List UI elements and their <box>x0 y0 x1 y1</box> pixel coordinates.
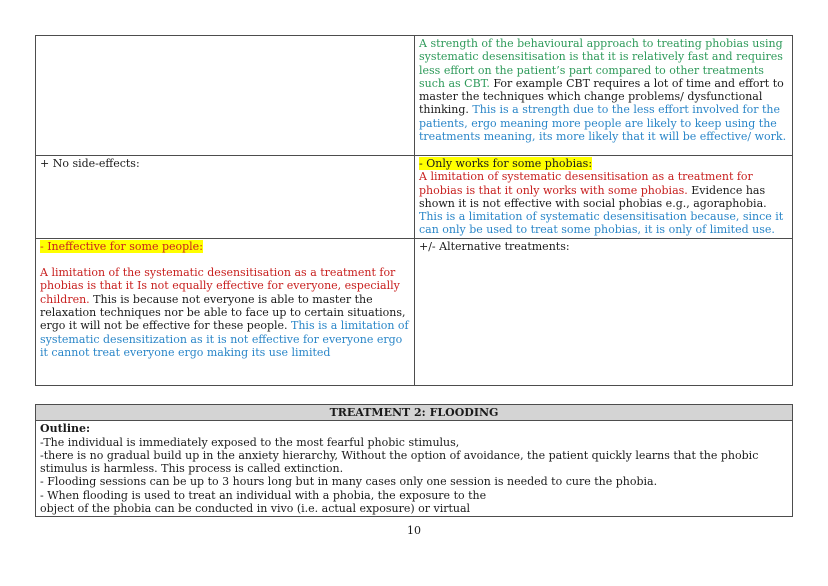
outline-line: -The individual is immediately exposed to the most fearful phobic stimulus, <box>40 435 460 449</box>
strength-evidence: For example CBT requires a lot of time and effort to master the techniques which change problems/ dysfunctional thinking. <box>419 76 784 117</box>
limited-phobias-evidence: Evidence has shown it is not effective with social phobias e.g., agoraphobia. <box>419 183 767 210</box>
limited-phobias-claim: A limitation of systematic desensitisation as a treatment for phobias is that it only works with some phobias. <box>419 170 753 197</box>
section-title: TREATMENT 2: FLOODING <box>36 405 793 421</box>
strength-explanation: This is a strength due to the less effort involved for the patients, ergo meaning more people are likely to keep using the treatments meaning, its more likely that it will be effective/ work. <box>419 103 787 144</box>
ineffective-claim: A limitation of the systematic desensitisation as a treatment for phobias is that it Is not equally effective for everyone, especially children. <box>40 266 400 306</box>
strength-cell <box>415 36 793 156</box>
empty-cell <box>36 36 415 156</box>
outline-line: - When flooding is used to treat an individual with a phobia, the exposure to the <box>40 488 487 502</box>
ineffective-explanation: This is a limitation of systematic desensitization as it is not effective for everyone ergo it cannot treat everyone ergo making its use limited <box>40 319 409 359</box>
ineffective-cell <box>36 238 415 385</box>
limited-phobias-heading: - Only works for some phobias: <box>419 157 593 170</box>
table-row <box>36 421 793 517</box>
ineffective-heading: - Ineffective for some people: <box>40 239 203 253</box>
flooding-table <box>35 404 793 517</box>
ineffective-evidence: This is because not everyone is able to master the relaxation techniques nor be able to face up to certain situations, ergo it will not be effective for these people. <box>40 292 406 333</box>
alternative-treatments-cell <box>415 238 793 385</box>
table-row <box>36 405 793 421</box>
no-side-effects-cell <box>36 156 415 239</box>
outline-cell <box>36 421 793 517</box>
strength-claim: A strength of the behavioural approach to treating phobias using systematic desensitisation is that it is relatively fast and requires less effort on the patient’s part compared to other treatments such as CBT. <box>419 37 783 90</box>
evaluation-table <box>35 35 793 386</box>
page-number: 10 <box>407 524 421 537</box>
limited-phobias-cell <box>415 156 793 239</box>
table-row <box>36 156 793 239</box>
table-row <box>36 238 793 385</box>
outline-line: - Flooding sessions can be up to 3 hours long but in many cases only one session is needed to cure the phobia. <box>40 475 658 489</box>
outline-line: object of the phobia can be conducted in vivo (i.e. actual exposure) or virtual <box>40 502 471 516</box>
table-row <box>36 36 793 156</box>
no-side-effects-heading: + No side-effects: <box>40 157 140 170</box>
limited-phobias-explanation: This is a limitation of systematic desensitisation because, since it can only be used to treat some phobias, it is only of limited use. <box>419 210 784 237</box>
outline-line: -there is no gradual build up in the anxiety hierarchy, Without the option of avoidance, the patient quickly learns that the phobic stimulus is harmless. This process is called extinction. <box>40 448 759 476</box>
alternative-treatments-heading: +/- Alternative treatments: <box>419 239 570 253</box>
outline-label: Outline: <box>40 422 91 436</box>
